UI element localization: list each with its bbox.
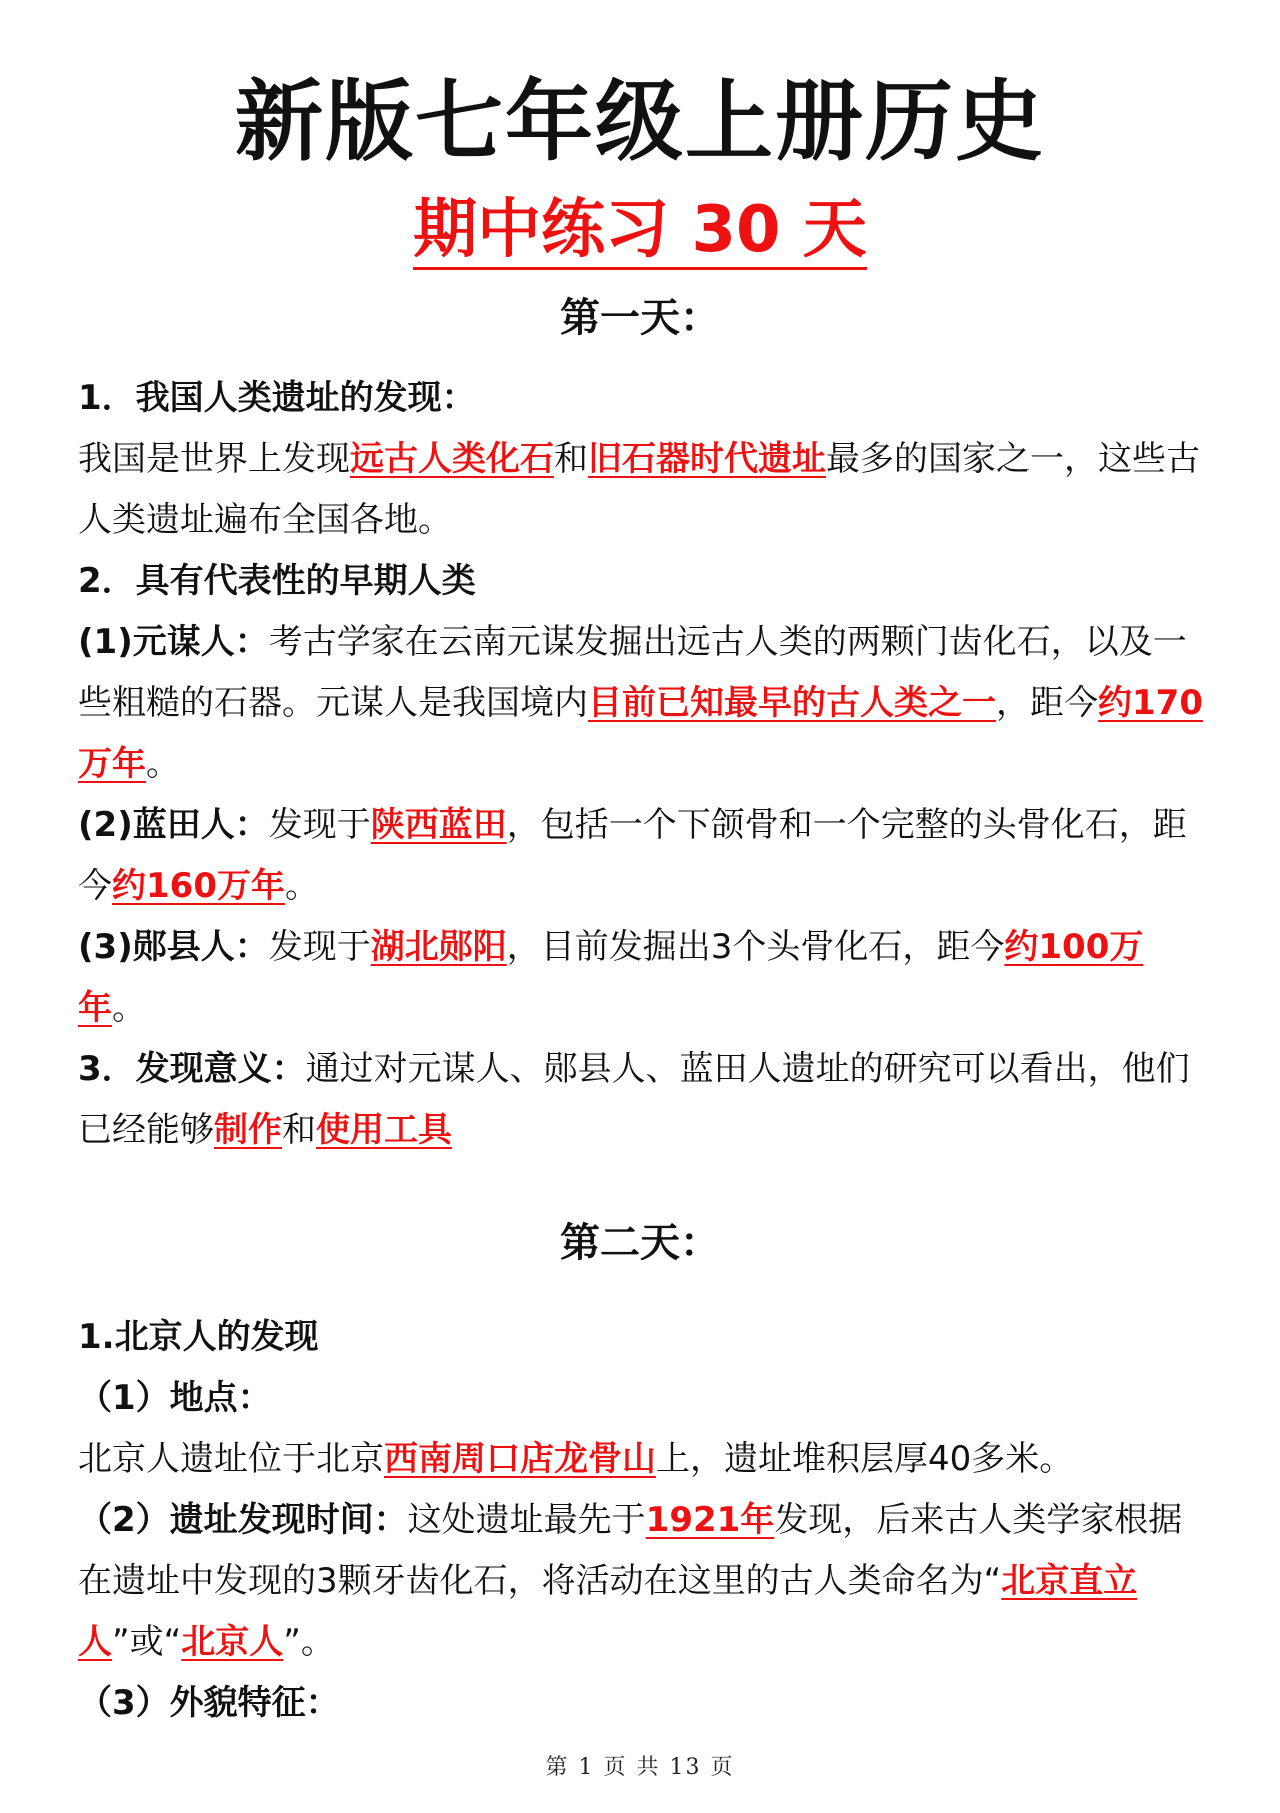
text-run: 北京人遗址位于北京 <box>78 1439 384 1479</box>
text-run: 。 <box>112 988 146 1028</box>
highlight-text: 北京直立人 <box>78 1561 1138 1662</box>
day2-content <box>78 1307 1208 1734</box>
document-title: 新版七年级上册历史 <box>234 70 1045 173</box>
day1-section1-paragraph <box>78 429 1208 551</box>
text-run: 我国是世界上发现 <box>78 439 350 479</box>
yuanmou-paragraph <box>78 612 1208 795</box>
text-run: ，距今 <box>996 683 1098 723</box>
text-run: 上，遗址堆积层厚40多米。 <box>656 1439 1074 1479</box>
text-run: 。 <box>146 744 180 784</box>
text-run: 和 <box>554 439 588 479</box>
day1-content <box>78 368 1208 1161</box>
highlight-text: 1921年 <box>645 1500 775 1540</box>
highlight-text: 使用工具 <box>316 1110 452 1150</box>
appearance-label: （3）外貌特征： <box>78 1683 340 1723</box>
highlight-text: 目前已知最早的古人类之一 <box>588 683 996 723</box>
highlight-text: 约100万年 <box>78 927 1144 1028</box>
highlight-text: 湖北郧阳 <box>370 927 507 967</box>
significance-paragraph <box>78 1039 1208 1161</box>
day1-section2-title: 2．具有代表性的早期人类 <box>78 561 476 601</box>
day1-heading: 第一天： <box>560 295 720 341</box>
text-run: 发现，后来古人类学家根据在遗址中发现的3颗牙齿化石，将活动在这里的古人类命名为“ <box>78 1500 1183 1601</box>
item-label: (3)郧县人： <box>78 927 269 967</box>
text-run: 和 <box>282 1110 316 1150</box>
location-label: （1）地点： <box>78 1378 272 1418</box>
lantian-paragraph <box>78 795 1208 917</box>
page-footer: 第 1 页 共 13 页 <box>545 1755 735 1780</box>
highlight-text: 约170万年 <box>78 683 1203 784</box>
document-subtitle <box>0 188 1280 272</box>
text-run: 发现于 <box>268 927 371 967</box>
text-run: 这处遗址最先于 <box>407 1500 646 1540</box>
highlight-text: 制作 <box>214 1110 282 1150</box>
highlight-text: 北京人 <box>181 1622 284 1662</box>
highlight-text: 陕西蓝田 <box>370 805 507 845</box>
day2-section1-title: 1.北京人的发现 <box>78 1317 319 1357</box>
text-run: ”。 <box>283 1622 335 1662</box>
text-run: ”或“ <box>112 1622 182 1662</box>
discovery-time-paragraph <box>78 1490 1208 1673</box>
text-run: 考古学家在云南元谋发掘出远古人类的两颗门齿化石，以及一些粗糙的石器。元谋人是我国境内 <box>78 622 1187 723</box>
text-run: 最多的国家之一，这些古人类遗址遍布全国各地。 <box>78 439 1200 540</box>
highlight-text: 远古人类化石 <box>350 439 554 479</box>
item-label: 3．发现意义： <box>78 1049 306 1089</box>
text-run: 通过对元谋人、郧县人、蓝田人遗址的研究可以看出，他们已经能够 <box>78 1049 1190 1150</box>
yunxian-paragraph <box>78 917 1208 1039</box>
location-paragraph <box>78 1429 1208 1490</box>
highlight-text: 西南周口店龙骨山 <box>384 1439 656 1479</box>
item-label: （2）遗址发现时间： <box>78 1500 408 1540</box>
highlight-text: 约160万年 <box>112 866 285 906</box>
text-run: ，目前发掘出3个头骨化石，距今 <box>506 927 1005 967</box>
day2-heading: 第二天： <box>560 1220 720 1266</box>
text-run: 。 <box>284 866 319 906</box>
text-run: 发现于 <box>268 805 371 845</box>
item-label: (1)元谋人： <box>78 622 269 662</box>
day1-section1-title: 1．我国人类遗址的发现： <box>78 378 476 418</box>
text-run: ，包括一个下颌骨和一个完整的头骨化石，距今 <box>78 805 1187 906</box>
item-label: (2)蓝田人： <box>78 805 269 845</box>
highlight-text: 旧石器时代遗址 <box>588 439 826 479</box>
subtitle-text: 期中练习 30 天 <box>413 193 867 270</box>
